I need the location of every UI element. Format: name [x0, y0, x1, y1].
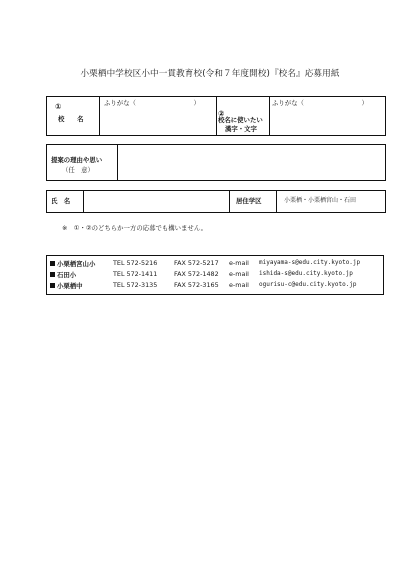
- school-name-field[interactable]: [100, 110, 214, 134]
- kanji-label-line2: 漢字・文字: [225, 125, 257, 133]
- district-value: 小栗栖・小栗栖宮山・石田: [284, 197, 357, 204]
- school-name: 小栗栖中: [50, 281, 83, 290]
- tel: TEL 572-3135: [113, 281, 158, 289]
- fax: FAX 572-5217: [174, 259, 219, 267]
- page-title: 小栗栖中学校区小中一貫教育校(令和７年度開校)『校名』応募用紙: [80, 69, 340, 79]
- divider: [117, 145, 118, 180]
- email-label: e-mail: [229, 259, 249, 267]
- email-link[interactable]: miyayama-s@edu.city.kyoto.jp: [259, 259, 361, 266]
- school-name: 石田小: [50, 270, 76, 279]
- name-field[interactable]: [84, 192, 226, 211]
- email-label: e-mail: [229, 281, 249, 289]
- kanji-field[interactable]: [270, 110, 384, 134]
- kanji-furigana: ふりがな（ ）: [272, 99, 368, 107]
- reason-field[interactable]: [119, 146, 384, 179]
- school-name: 小栗栖宮山小: [50, 259, 95, 268]
- name-label: 氏 名: [51, 197, 71, 205]
- square-bullet-icon: [50, 283, 55, 288]
- divider: [216, 97, 217, 135]
- square-bullet-icon: [50, 272, 55, 277]
- district-label: 居住学区: [236, 197, 262, 205]
- reason-optional-label: （任 意）: [62, 166, 94, 174]
- divider: [229, 191, 230, 212]
- email-label: e-mail: [229, 270, 249, 278]
- fax: FAX 572-3165: [174, 281, 219, 289]
- school-name-number: ①: [55, 102, 62, 111]
- school-name-furigana: ふりがな（ ）: [104, 99, 200, 107]
- school-name-label: 校 名: [58, 115, 84, 123]
- reason-label: 提案の理由や思い: [51, 156, 103, 164]
- email-link[interactable]: ishida-s@edu.city.kyoto.jp: [259, 270, 353, 277]
- square-bullet-icon: [50, 261, 55, 266]
- kanji-number: ②: [218, 109, 225, 118]
- fax: FAX 572-1482: [174, 270, 219, 278]
- tel: TEL 572-5216: [113, 259, 158, 267]
- email-link[interactable]: ogurisu-c@edu.city.kyoto.jp: [259, 281, 357, 288]
- kanji-label-line1: 校名に使いたい: [218, 116, 263, 124]
- tel: TEL 572-1411: [113, 270, 158, 278]
- divider: [276, 191, 277, 212]
- note: ※ ①・②のどちらか一方の応募でも構いません。: [62, 224, 208, 232]
